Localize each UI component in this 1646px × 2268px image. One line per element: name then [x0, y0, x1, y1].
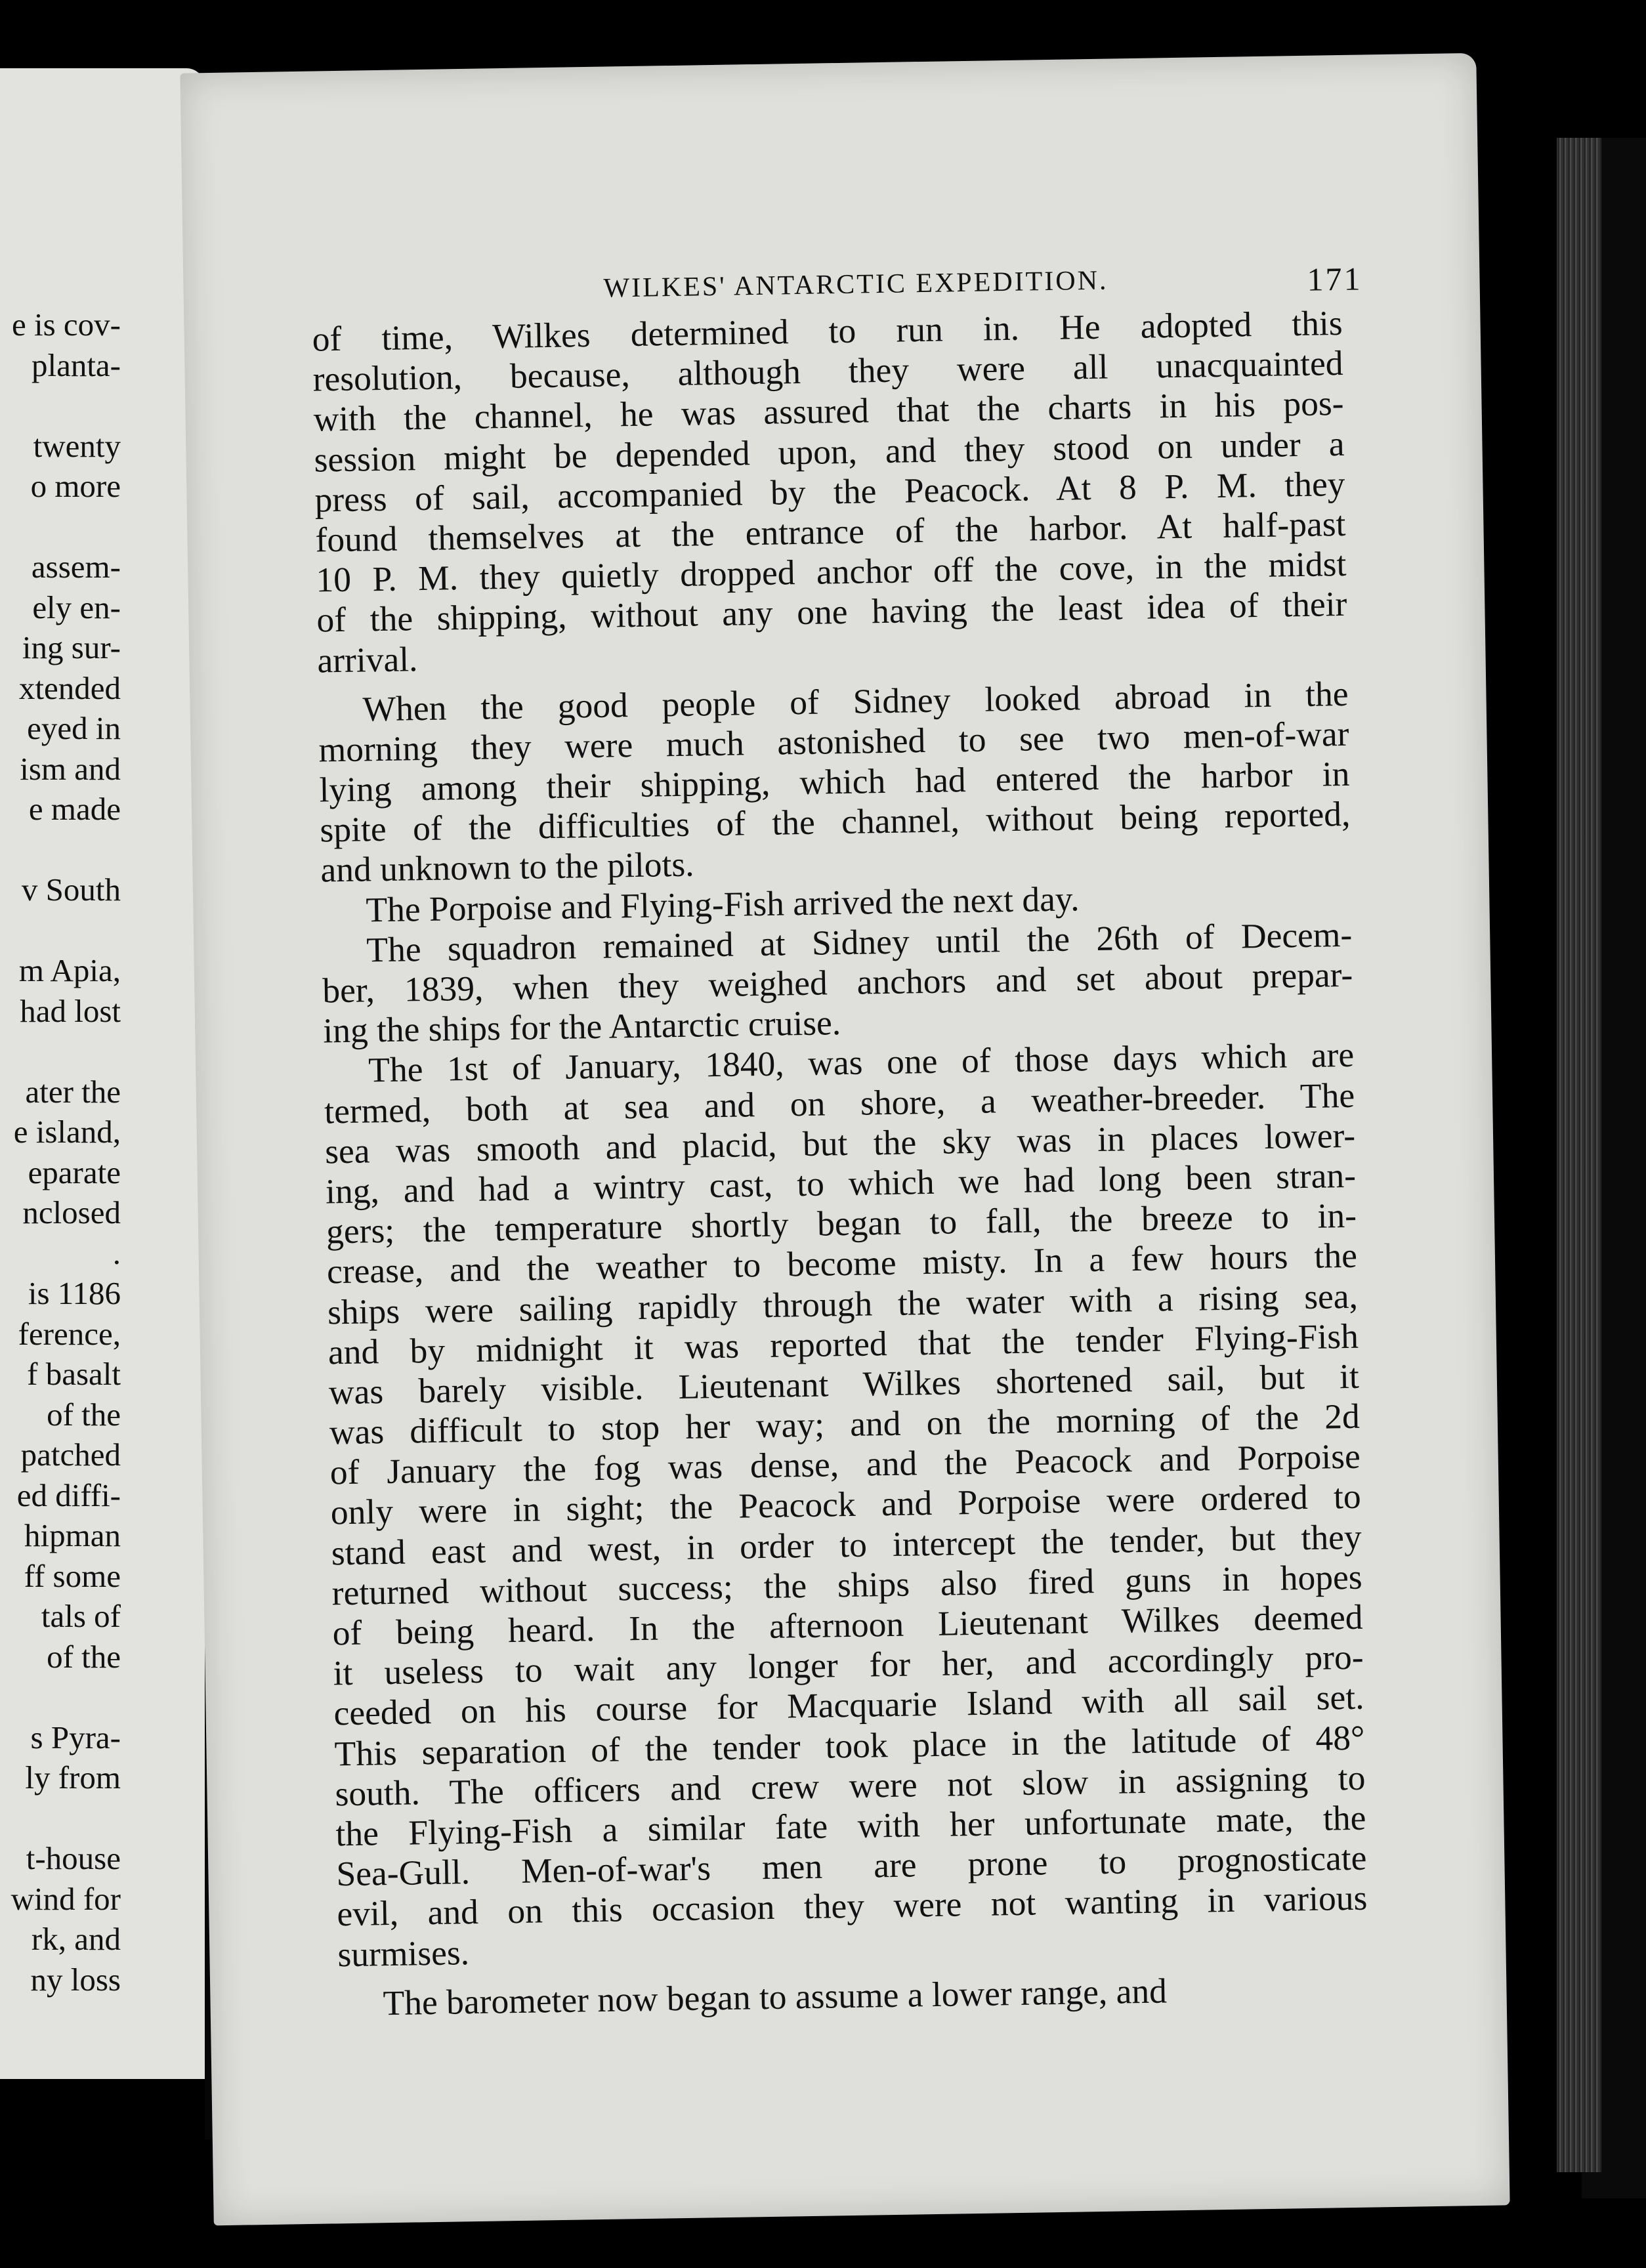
text-line: The barometer now began to assume a lower range, and: [383, 1971, 1168, 2023]
left-text-line: v South: [21, 872, 121, 908]
text-line: session might be depended upon, and they stood on under a: [314, 423, 1345, 480]
text-line: it useless to wait any longer for her, and accordingly pro-: [333, 1637, 1364, 1693]
left-text-line: hipman: [24, 1517, 121, 1553]
text-line: ceeded on his course for Macquarie Island with all sail set.: [333, 1677, 1364, 1733]
text-line: When the good people of Sidney looked abroad in the: [362, 673, 1349, 729]
text-line: stand east and west, in order to intercept the tender, but they: [331, 1517, 1362, 1572]
left-text-line: [0, 1798, 205, 1839]
text-line: found themselves at the entrance of the harbor. At half-past: [315, 503, 1346, 560]
text-line: of January the fog was dense, and the Peacock and Porpoise: [329, 1436, 1361, 1492]
left-text-line: [0, 507, 205, 547]
left-text-line: had lost: [20, 992, 121, 1029]
left-text-line: [0, 385, 205, 426]
text-line: press of sail, accompanied by the Peacock. At 8 P. M. they: [314, 463, 1345, 520]
text-line: sea was smooth and placid, but the sky was in places lower-: [324, 1115, 1356, 1171]
left-text-line: eparate: [28, 1154, 121, 1190]
left-text-line: assem-: [31, 549, 121, 585]
left-text-line: e made: [28, 791, 121, 827]
text-line: south. The officers and crew were not slow in assigning to: [335, 1757, 1366, 1814]
page-body-text: [312, 303, 1369, 2024]
left-text-line: wind for: [11, 1880, 121, 1917]
text-line: spite of the difficulties of the channel, without being reported,: [320, 794, 1351, 850]
text-line: This separation of the tender took place in the latitude of 48°: [334, 1717, 1365, 1773]
left-text-line: m Apia,: [18, 952, 121, 988]
book-page-edges: [1557, 138, 1601, 2172]
left-text-line: xtended: [18, 669, 121, 706]
text-line: was difficult to stop her way; and on the morning of the 2d: [329, 1396, 1361, 1452]
left-text-line: of the: [47, 1396, 121, 1433]
left-text-line: [0, 1031, 205, 1072]
text-line: crease, and the weather to become misty. In a few hours the: [326, 1236, 1358, 1292]
text-line: ber, 1839, when they weighed anchors and set about prepar-: [322, 954, 1353, 1011]
left-text-line: of the: [47, 1638, 121, 1675]
text-line: and by midnight it was reported that the tender Flying-Fish: [327, 1316, 1359, 1372]
text-line: ships were sailing rapidly through the water with a rising sea,: [327, 1276, 1359, 1332]
left-text-line: ny loss: [30, 1961, 121, 1998]
left-text-line: o more: [30, 468, 121, 504]
text-line: only were in sight; the Peacock and Porpoise were ordered to: [330, 1477, 1362, 1532]
left-text-line: ff some: [24, 1557, 121, 1594]
text-line: was barely visible. Lieutenant Wilkes shortened sail, but it: [328, 1356, 1360, 1412]
left-text-line: e is cov-: [12, 306, 121, 343]
text-line: of the shipping, without any one having the least idea of their: [316, 584, 1347, 640]
left-text-line: e island,: [13, 1114, 121, 1150]
left-text-line: eyed in: [27, 710, 121, 746]
left-text-line: rk, and: [31, 1921, 121, 1957]
left-text-line: nclosed: [22, 1194, 121, 1230]
left-text-line: twenty: [33, 427, 121, 464]
text-line: Sea-Gull. Men-of-war's men are prone to prognosticate: [336, 1838, 1367, 1894]
text-line: arrival.: [316, 639, 418, 681]
left-text-line: f basalt: [27, 1356, 121, 1392]
text-line: gers; the temperature shortly began to fall, the breeze to in-: [326, 1195, 1357, 1251]
left-text-line: ely en-: [32, 589, 121, 625]
book-page: [180, 53, 1509, 2226]
left-text-line: ed diffi-: [16, 1477, 121, 1513]
left-text-line: ly from: [25, 1759, 121, 1796]
left-text-line: ism and: [20, 750, 121, 787]
left-text-line: s Pyra-: [30, 1719, 121, 1755]
left-text-line: ater the: [25, 1073, 121, 1110]
text-line: returned without success; the ships also fired guns in hopes: [331, 1557, 1363, 1613]
left-text-line: t-house: [26, 1840, 121, 1876]
left-text-line: patched: [20, 1437, 121, 1473]
text-line: surmises.: [337, 1932, 470, 1974]
left-text-line: ing sur-: [22, 629, 121, 665]
page-number: 171: [1307, 260, 1362, 298]
left-text-line: ference,: [18, 1315, 121, 1352]
text-line: The 1st of January, 1840, was one of those days which are: [368, 1035, 1355, 1090]
text-line: The squadron remained at Sidney until the 26th of Decem-: [366, 914, 1353, 970]
text-line: the Flying-Fish a similar fate with her unfortunate mate, the: [335, 1797, 1366, 1854]
left-text-line: [0, 1677, 205, 1717]
left-text-line: tals of: [41, 1598, 121, 1634]
left-text-line: planta-: [31, 346, 121, 383]
text-line: evil, and on this occasion they were not wanting in various: [336, 1878, 1368, 1934]
running-head: WILKES' ANTARCTIC EXPEDITION.: [603, 265, 1108, 304]
left-page-text: [0, 304, 205, 2000]
text-line: of being heard. In the afternoon Lieutenant Wilkes deemed: [332, 1597, 1363, 1653]
text-line: ing, and had a wintry cast, to which we had long been stran-: [325, 1155, 1357, 1211]
text-line: termed, both at sea and on shore, a weather-breeder. The: [324, 1075, 1355, 1131]
text-line: and unknown to the pilots.: [320, 845, 695, 890]
left-text-line: [0, 910, 205, 951]
left-text-line: .: [112, 1234, 121, 1271]
text-line: resolution, because, although they were all unacquainted: [312, 343, 1343, 399]
text-line: with the channel, he was assured that the charts in his pos-: [313, 383, 1344, 439]
text-line: 10 P. M. they quietly dropped anchor off the cove, in the midst: [316, 544, 1347, 600]
left-text-line: [0, 830, 205, 870]
text-line: The Porpoise and Flying-Fish arrived the next day.: [365, 878, 1080, 930]
left-page-fragment: [0, 68, 205, 2079]
text-line: ing the ships for the Antarctic cruise.: [322, 1003, 841, 1051]
left-text-line: is 1186: [28, 1275, 121, 1311]
text-line: of time, Wilkes determined to run in. He adopted this: [312, 303, 1343, 359]
text-line: lying among their shipping, which had entered the harbor in: [319, 753, 1350, 810]
text-line: morning they were much astonished to see two men-of-war: [318, 713, 1349, 770]
